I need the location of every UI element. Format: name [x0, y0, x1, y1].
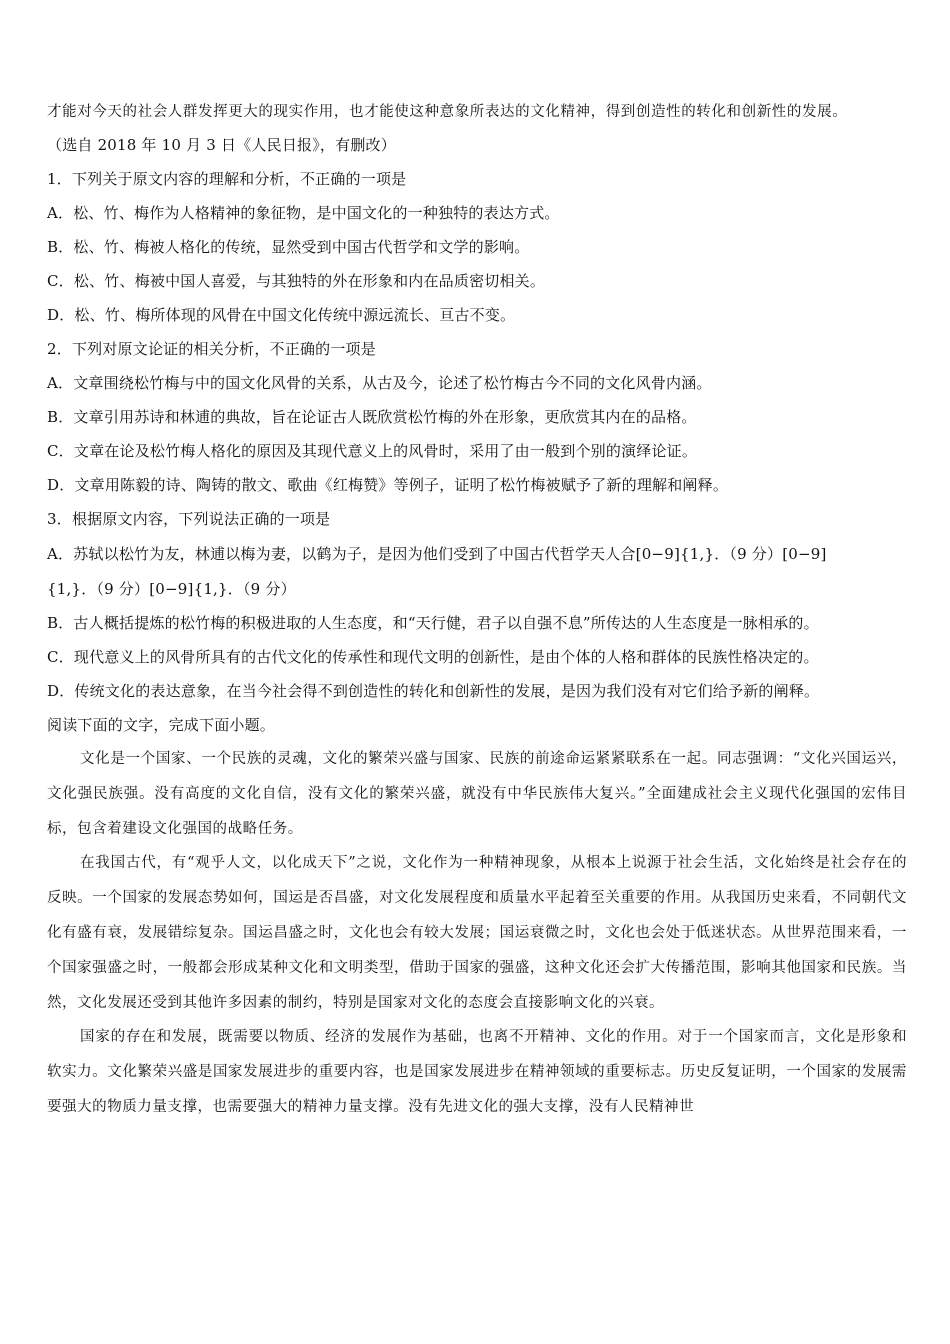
source-citation: （选自 2018 年 10 月 3 日《人民日报》，有删改）: [47, 136, 396, 154]
document-page: [47, 96, 907, 1125]
article-paragraph-2: 在我国古代，有“观乎人文，以化成天下”之说，文化作为一种精神现象，从根本上说源于社会生活，文化始终是社会存在的反映。一个国家的发展态势如何，国运是否昌盛，对文化发展程度和质量水平起着至关重要的作用。从我国历史来看，不同朝代文化有盛有衰，发展错综复杂。国运昌盛之时，文化也会有较大发展；国运衰微之时，文化也会处于低迷状态。从世界范围来看，一个国家强盛之时，一般都会形成某种文化和文明类型，借助于国家的强盛，这种文化还会扩大传播范围，影响其他国家和民族。当然，文化发展还受到其他许多因素的制约，特别是国家对文化的态度会直接影响文化的兴衰。: [47, 855, 907, 1011]
article-paragraph-3: 国家的存在和发展，既需要以物质、经济的发展作为基础，也离不开精神、文化的作用。对于一个国家而言，文化是形象和软实力。文化繁荣兴盛是国家发展进步的重要内容，也是国家发展进步在精神领域的重要标志。历史反复证明，一个国家的发展需要强大的物质力量支撑，也需要强大的精神力量支撑。没有先进文化的强大支撑，没有人民精神世: [47, 1029, 907, 1115]
option-a: A．文章围绕松竹梅与中的国文化风骨的关系，从古及今，论述了松竹梅古今不同的文化风骨内涵。: [47, 374, 712, 392]
option-d: D．松、竹、梅所体现的风骨在中国文化传统中源远流长、亘古不变。: [47, 306, 516, 324]
option-b: B．文章引用苏诗和林逋的典故，旨在论证古人既欣赏松竹梅的外在形象，更欣赏其内在的品格。: [47, 408, 697, 426]
option-d: D．文章用陈毅的诗、陶铸的散文、歌曲《红梅赞》等例子，证明了松竹梅被赋予了新的理解和阐释。: [47, 476, 729, 494]
question-stem: 1．下列关于原文内容的理解和分析，不正确的一项是: [47, 170, 407, 188]
question-stem: 2．下列对原文论证的相关分析，不正确的一项是: [47, 340, 376, 358]
reading-instruction: 阅读下面的文字，完成下面小题。: [47, 716, 276, 734]
option-c: C．文章在论及松竹梅人格化的原因及其现代意义上的风骨时，采用了由一般到个别的演绎论证。: [47, 442, 698, 460]
option-b: B．古人概括提炼的松竹梅的积极进取的人生态度，和“天行健，君子以自强不息”所传达的人生态度是一脉相承的。: [47, 614, 819, 632]
question-stem: 3．根据原文内容，下列说法正确的一项是: [47, 510, 331, 528]
option-c: C．现代意义上的风骨所具有的古代文化的传承性和现代文明的创新性，是由个体的人格和群体的民族性格决定的。: [47, 648, 819, 666]
article-paragraph-1: 文化是一个国家、一个民族的灵魂，文化的繁荣兴盛与国家、民族的前途命运紧紧联系在一起。同志强调：“文化兴国运兴，文化强民族强。没有高度的文化自信，没有文化的繁荣兴盛，就没有中华民族伟大复兴。”全面建成社会主义现代化强国的宏伟目标，包含着建设文化强国的战略任务。: [47, 751, 907, 837]
option-a-line-2: {1,}．（9 分）[0−9]{1,}．（9 分）: [47, 580, 296, 598]
option-d: D．传统文化的表达意象，在当今社会得不到创造性的转化和创新性的发展，是因为我们没有对它们给予新的阐释。: [47, 682, 820, 700]
option-a: A．松、竹、梅作为人格精神的象征物，是中国文化的一种独特的表达方式。: [47, 204, 560, 222]
option-b: B．松、竹、梅被人格化的传统，显然受到中国古代哲学和文学的影响。: [47, 238, 530, 256]
option-c: C．松、竹、梅被中国人喜爱，与其独特的外在形象和内在品质密切相关。: [47, 272, 546, 290]
question-2: [47, 332, 907, 502]
question-1: [47, 162, 907, 332]
question-3: [47, 502, 907, 708]
option-a-line-1: A．苏轼以松竹为友，林逋以梅为妻，以鹤为子，是因为他们受到了中国古代哲学天人合[0−9]{1,}．（9 分）[0−9]: [47, 545, 827, 563]
top-paragraph: 才能对今天的社会人群发挥更大的现实作用，也才能使这种意象所表达的文化精神，得到创造性的转化和创新性的发展。: [47, 104, 848, 120]
